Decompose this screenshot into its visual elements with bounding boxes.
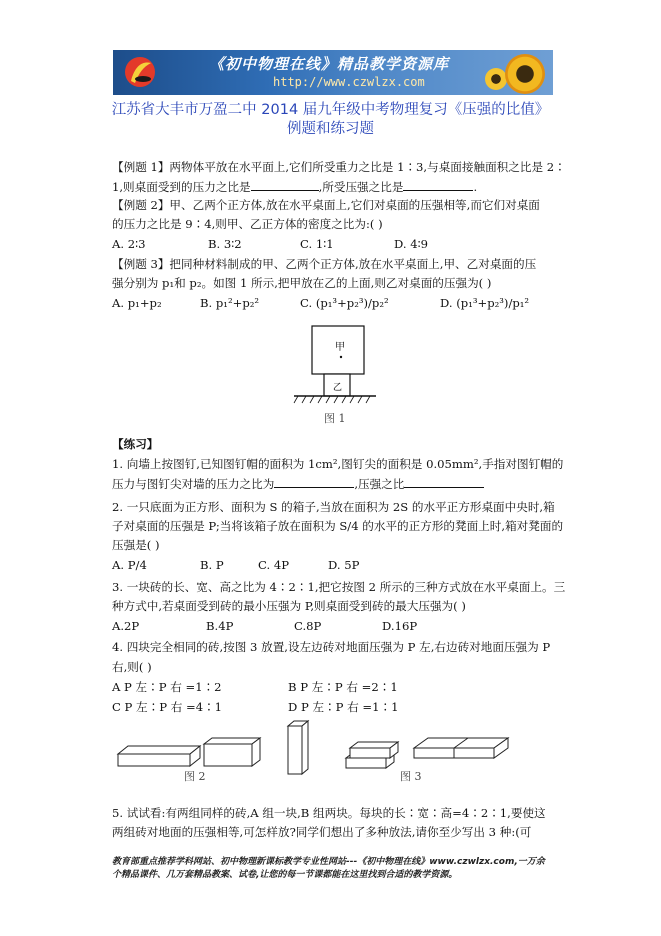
question-3-line-2: 种方式中,若桌面受到砖的最小压强为 P,则桌面受到砖的最大压强为( ) [112, 599, 466, 613]
sunflower-icon [485, 68, 507, 90]
example-1-line-2 [112, 179, 477, 194]
page-subtitle: 例题和练习题 [287, 121, 374, 137]
option-a: A.2P [112, 619, 140, 633]
answer-blank[interactable] [404, 476, 484, 488]
banner-title: 《初中物理在线》精品教学资源库 [209, 55, 450, 73]
figure-1-label-bottom: 乙 [333, 383, 343, 393]
example-3-line-1: 【例题 3】把同种材料制成的甲、乙两个正方体,放在水平桌面上,甲、乙对桌面的压 [112, 257, 537, 271]
option-d: D. 5P [328, 558, 360, 572]
option-d: D.16P [382, 619, 418, 633]
example-2-line-2: 的压力之比是 9∶4,则甲、乙正方体的密度之比为:( ) [112, 217, 383, 231]
question-2-line-1: 2. 一只底面为正方形、面积为 S 的箱子,当放在面积为 2S 的水平正方形桌面中央时,箱 [112, 500, 555, 514]
option-d: D. 4∶9 [394, 237, 429, 251]
option-a: A. 2∶3 [112, 237, 146, 251]
option-a: A P 左∶P 右 =1∶2 [112, 680, 222, 694]
figure-2-3-diagram [112, 718, 532, 784]
text: ,压强之比 [354, 477, 405, 491]
banner-url: http://www.czwlzx.com [273, 75, 425, 89]
option-b: B. P [200, 558, 224, 572]
answer-blank[interactable] [403, 179, 473, 191]
example-3-line-2: 强分别为 p₁和 p₂。如图 1 所示,把甲放在乙的上面,则乙对桌面的压强为( ) [112, 276, 492, 290]
answer-blank[interactable] [251, 179, 319, 191]
text: ,所受压强之比是 [318, 180, 404, 194]
sunflower-icon [505, 54, 545, 94]
question-2-line-2: 子对桌面的压强是 P;当将该箱子放在面积为 S/4 的水平的正方形的凳面上时,箱对凳面的 [112, 519, 564, 533]
figure-2-caption: 图 2 [184, 770, 206, 783]
question-5-line-2: 两组砖对地面的压强相等,可怎样放?同学们想出了多种放法,请你至少写出 3 种:(可 [112, 825, 532, 839]
figure-1-caption: 图 1 [324, 412, 346, 425]
question-4-line-1: 4. 四块完全相同的砖,按图 3 放置,设左边砖对地面压强为 P 左,右边砖对地面压强为 P [112, 640, 551, 654]
option-b: B. 3∶2 [208, 237, 242, 251]
option-a: A. P/4 [112, 558, 147, 572]
option-d: D. (p₁³+p₂³)/p₁² [440, 296, 530, 310]
question-1-line-2 [112, 476, 484, 491]
page-title: 江苏省大丰市万盈二中 2014 届九年级中考物理复习《压强的比值》 [111, 102, 550, 118]
option-c: C. 1∶1 [300, 237, 334, 251]
question-3-line-1: 3. 一块砖的长、宽、高之比为 4∶2∶1,把它按图 2 所示的三种方式放在水平桌面上。三 [112, 580, 566, 594]
footer-line-2: 个精品课件、几万套精品教案、试卷,让您的每一节课都能在这里找到合适的教学资源。 [112, 870, 458, 880]
option-c: C P 左∶P 右 =4∶1 [112, 700, 223, 714]
option-b: B. p₁²+p₂² [200, 296, 260, 310]
answer-blank[interactable] [274, 476, 354, 488]
option-a: A. p₁+p₂ [112, 296, 162, 310]
example-1-line-1: 【例题 1】两物体平放在水平面上,它们所受重力之比是 1∶3,与桌面接触面积之比是 2∶ [112, 160, 566, 174]
practice-heading: 【练习】 [112, 437, 159, 451]
question-2-line-3: 压强是( ) [112, 538, 160, 552]
figure-1-diagram [290, 320, 380, 408]
option-c: C. (p₁³+p₂³)/p₂² [300, 296, 389, 310]
option-d: D P 左∶P 右 =1∶1 [288, 700, 399, 714]
footer-line-1: 教育部重点推荐学科网站、初中物理新课标教学专业性网站---《初中物理在线》www.czwlzx.com,一万余 [112, 857, 545, 867]
header-banner [113, 50, 553, 95]
option-c: C. 4P [258, 558, 290, 572]
question-1-line-1: 1. 向墙上按图钉,已知图钉帽的面积为 1cm²,图钉尖的面积是 0.05mm²,手指对图钉帽的 [112, 457, 564, 471]
question-4-line-2: 右,则( ) [112, 660, 152, 674]
example-2-line-1: 【例题 2】甲、乙两个正方体,放在水平桌面上,它们对桌面的压强相等,而它们对桌面 [112, 198, 540, 212]
question-5-line-1: 5. 试试看:有两组同样的砖,A 组一块,B 组两块。每块的长∶宽∶高=4∶2∶1,要使这 [112, 806, 546, 820]
option-b: B.4P [206, 619, 234, 633]
figure-3-caption: 图 3 [400, 770, 422, 783]
figure-1-label-top: 甲 [335, 342, 345, 353]
option-b: B P 左∶P 右 =2∶1 [288, 680, 398, 694]
text: . [473, 180, 478, 194]
text: 压力与图钉尖对墙的压力之比为 [112, 477, 275, 491]
site-logo-icon [123, 55, 157, 89]
text: 1,则桌面受到的压力之比是 [112, 180, 251, 194]
option-c: C.8P [294, 619, 322, 633]
